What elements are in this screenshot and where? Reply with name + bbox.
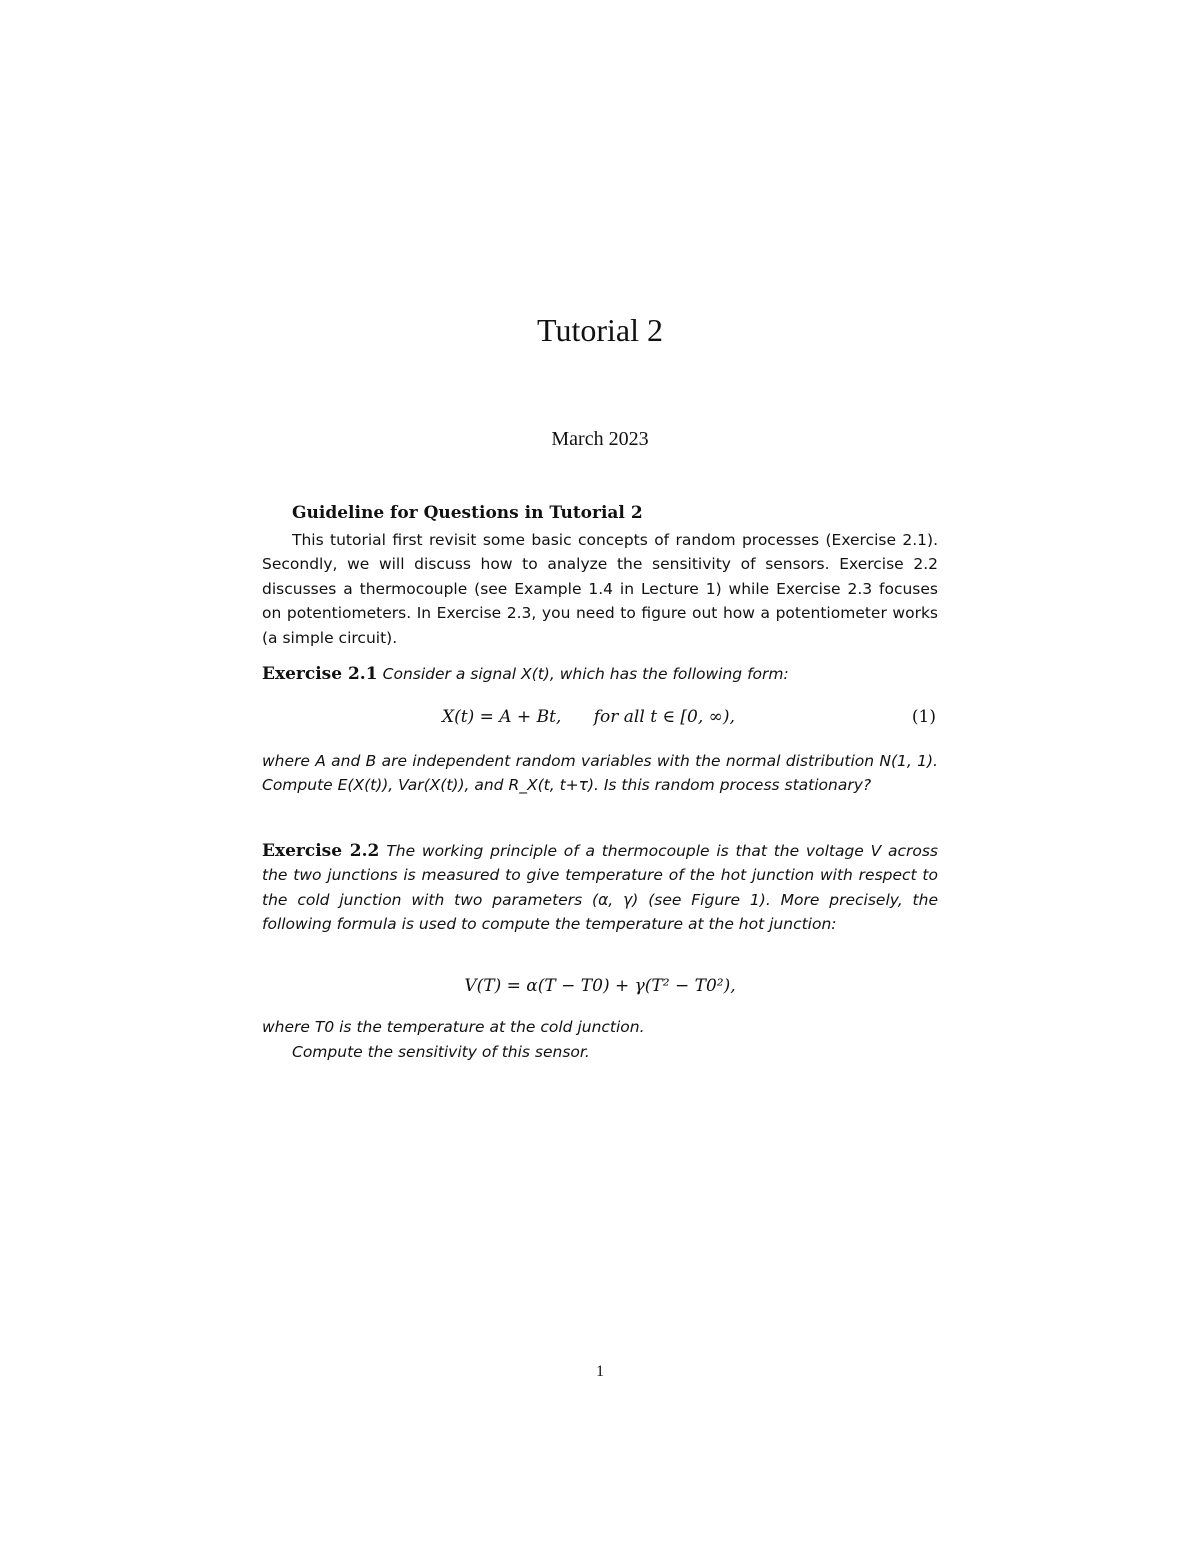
document-date: March 2023 xyxy=(551,428,649,450)
equation-1-body: X(t) = A + Bt, for all t ∈ [0, ∞), xyxy=(442,707,735,727)
exercise-2-2-label: Exercise 2.2 xyxy=(262,841,380,861)
exercise-2-1-intro: Consider a signal X(t), which has the following form: xyxy=(382,665,789,683)
equation-1 xyxy=(262,707,938,733)
exercise-2-2-text: The working principle of a thermocouple is that the voltage V across the two junctions is measured to give temperature of the hot junction with respect to the cold junction with two parameters (α, γ) (see Figure 1). More precisely, the following formula is used to compute the temperature at the hot junction: xyxy=(262,842,938,934)
exercise-2-1-intro-line xyxy=(262,664,938,684)
guideline-paragraph: This tutorial first revisit some basic concepts of random processes (Exercise 2.1). Secondly, we will discuss how to analyze the sensitivity of sensors. Exercise 2.2 discusses a thermocouple (see Example 1.4 in Lecture 1) while Exercise 2.3 focuses on potentiometers. In Exercise 2.3, you need to figure out how a potentiometer works (a simple circuit). xyxy=(262,531,938,647)
equation-1-number: (1) xyxy=(911,707,936,727)
page-title: Tutorial 2 xyxy=(537,312,663,348)
exercise-2-2-where: where T0 is the temperature at the cold junction. xyxy=(262,1018,645,1036)
guideline-heading: Guideline for Questions in Tutorial 2 xyxy=(292,503,643,523)
page-number: 1 xyxy=(596,1363,604,1380)
exercise-2-2-paragraph xyxy=(262,839,938,937)
exercise-2-1-text: where A and B are independent random variables with the normal distribution N(1, 1). Compute E(X(t)), Var(X(t)), and R_X(t, t+τ). Is this random process stationary? xyxy=(262,752,938,795)
equation-thermocouple: V(T) = α(T − T0) + γ(T² − T0²), xyxy=(464,976,736,996)
exercise-2-2-compute: Compute the sensitivity of this sensor. xyxy=(292,1043,590,1061)
exercise-2-1-label: Exercise 2.1 xyxy=(262,664,378,684)
